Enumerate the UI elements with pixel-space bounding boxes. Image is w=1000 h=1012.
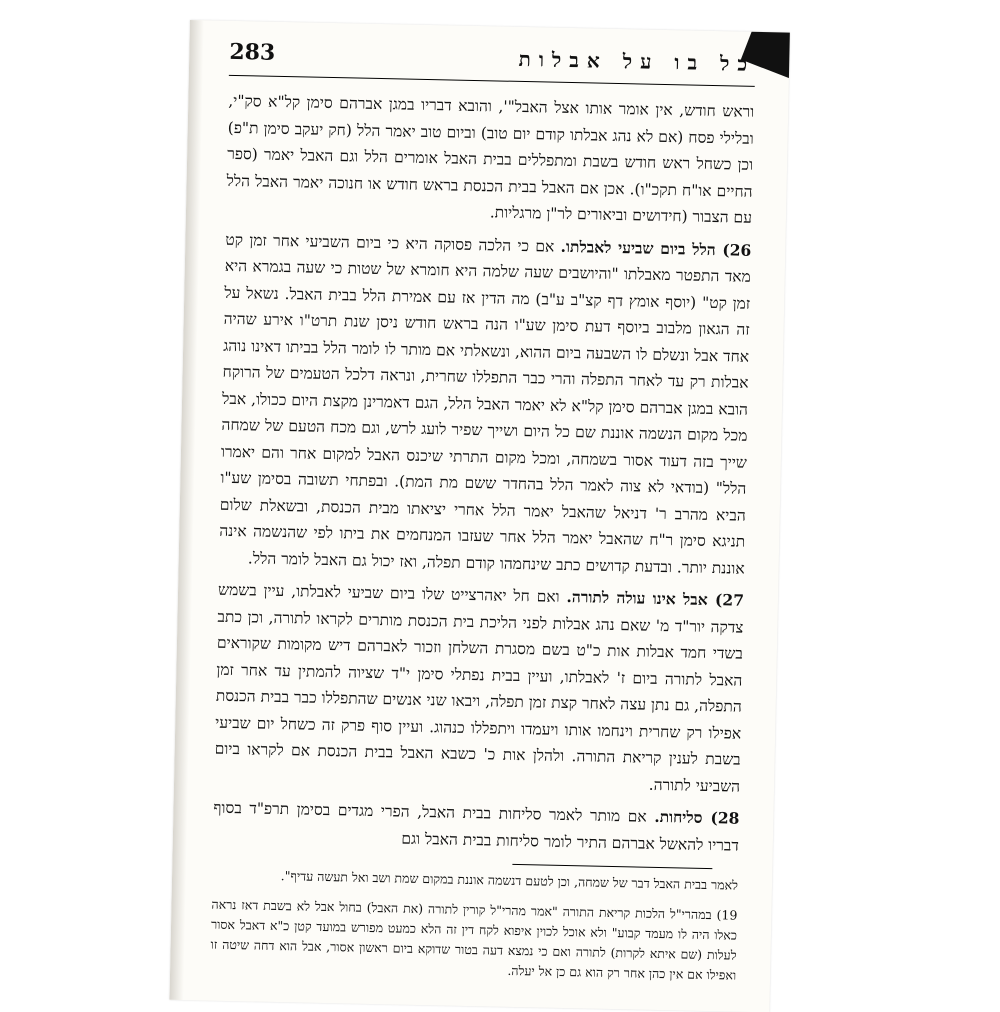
page-number: 283 <box>229 38 276 66</box>
paragraph-text: וראש חודש, אין אומר אותו אצל האבל"', והובא דבריו במגן אברהם סימן קל"א סק"י, ובלילי פסח (אם לא נהג אבלתו קודם יום טוב) וביום טוב יאמר הלל (חק יעקב סימן ת"פ) וכן כשחל ראש חודש בשבת ומתפללים בבית האבל אומרים הלל וגם האבל יאמר (ספר החיים או"ח תקכ"ו). אכן אם האבל בבית הכנסת בראש חודש או חנוכה יאמר האבל הלל עם הצבור (חידושים וביאורים לר"ן מרגליות. <box>226 91 755 227</box>
footnote-divider <box>512 864 712 869</box>
running-title: כל בו על אבלות <box>518 46 756 76</box>
paragraph-heading: 27) אבל אינו עולה לתורה. <box>566 587 745 610</box>
paragraph-continuation <box>226 88 755 231</box>
paragraph-heading: 28) סליחות. <box>654 806 740 828</box>
book-page <box>169 20 789 1012</box>
paragraph-28 <box>213 795 740 859</box>
paragraph-text: אם מותר לאמר סליחות בבית האבל, הפרי מגדים בסימן תרפ"ד בסוף דבריו להאשל אברהם התיר לומר סליחות בבית האבל וגם <box>213 798 740 855</box>
footnotes <box>210 865 738 986</box>
paragraph-text: ואם חל יאהרצייט שלו ביום שביעי לאבלתו, עיין בשמש צדקה יור"ד מ' שאם נהג אבלות לפני הליכת בית הכנסת מותרים לקראו לתורה, וכן כתב בשדי חמד אבלות אות כ"ט בשם מסגרת השלחן וזכור לאברהם דיש מקומות שקוראים האבל לתורה ביום ז' לאבלתו, ועיין בבית נפתלי סימן י"ד שציוה להמתין עד אחר זמן התפלה, גם נתן עצה לאחר קצת זמן תפלה, ויבאו שני אנשים שהתפללו כבר בבית הכנסת אפילו רק שחרית וינחמו אותו ויעמדו ויתפללו כנהוג. ועיין סוף פרק זה כשחל יום שביעי בשבת לענין קריאת התורה. ולהלן אות כ' כשבא האבל בבית הכנסת אם לקראו ביום השביעי לתורה. <box>214 580 744 796</box>
paragraph-heading: 26) הלל ביום שביעי לאבלתו. <box>560 236 752 260</box>
paragraph-27 <box>214 577 744 800</box>
paragraph-text: אם כי הלכה פסוקה היא כי ביום השביעי אחר זמן קט מאד התפטר מאבלתו "והיושבים שעה שלמה היא חומרא של שטות כי שעה בגמרא היא זמן קט" (יוסף אומץ דף קצ"ב ע"ב) מה הדין אז עם אמירת הלל בבית האבל. נשאל על זה הגאון מלבוב ביוסף דעת סימן שע"ו הנה בראש חודש ניסן שנת תרט"ו אירע שהיה אחד אבל ונשלם לו השבעה ביום ההוא, ונשאלתי אם מותר לו לומר הלל בביתו דאינו נוהג אבלות רק עד לאחר התפלה והרי כבר התפללו שחרית, ונראה דלכל הטעמים של הרוקח הובא במגן אברהם סימן קל"א לא יאמר האבל הלל, הגם דאמרינן מקצת היום ככולו, אבל מכל מקום הנשמה אוננת שם כל היום ושייך שפיר לועג לרש, וגם מכח הטעם של שמחה שייך בזה דעוד אסור בשמחה, ומכל מקום התרתי שיכנס האבל למקום אחר והם יאמרו הלל" (בודאי לא צוה לאמר הלל בהחדר ששם מת המת). ובפתחי תשובה בסימן שע"ו הביא מהרב ר' דניאל שהאבל יאמר הלל אחרי יציאתו מבית הכנסת, ובשאלת שלום תניגא סימן ר"ח שהאבל יאמר הלל אחר שעזבו המנחמים את ביתו לפי שהנשמה אינה אוננת יותר. ובדעת קדושים כתב שינחמהו קודם תפלה, ואז יכול גם האבל לומר הלל. <box>219 230 751 578</box>
paragraph-26 <box>218 226 751 581</box>
footnote-continuation: לאמר בבית האבל דבר של שמחה, וכן לטעם דנשמה אוננת במקום שמת ושב ואל תעשה עדיף". <box>280 868 739 893</box>
footnote-19: 19) במהרי"ל הלכות קריאת התורה "אמר מהרי"ל קורין לתורה (את האבל) בחול אבל לא בשבת דאז נראה כאלו היה לו מעמד קבוע" ולא אוכל לכוין איפוא לקח דין זה הלא כמעט מפורש במועד קטן כ"א דאבל אסור לעלות (שם איתא לקרות) לתורה ואם כי נמצא דעה בטור שדוקא ביום ראשון אסור, אבל הוא דחה שיטה זו ואפילו אם אין כהן אחר רק הוא גם כן אל יעלה. <box>210 896 738 983</box>
main-text <box>213 88 755 859</box>
page-header <box>229 35 756 87</box>
page-spine-shadow <box>169 20 204 1000</box>
